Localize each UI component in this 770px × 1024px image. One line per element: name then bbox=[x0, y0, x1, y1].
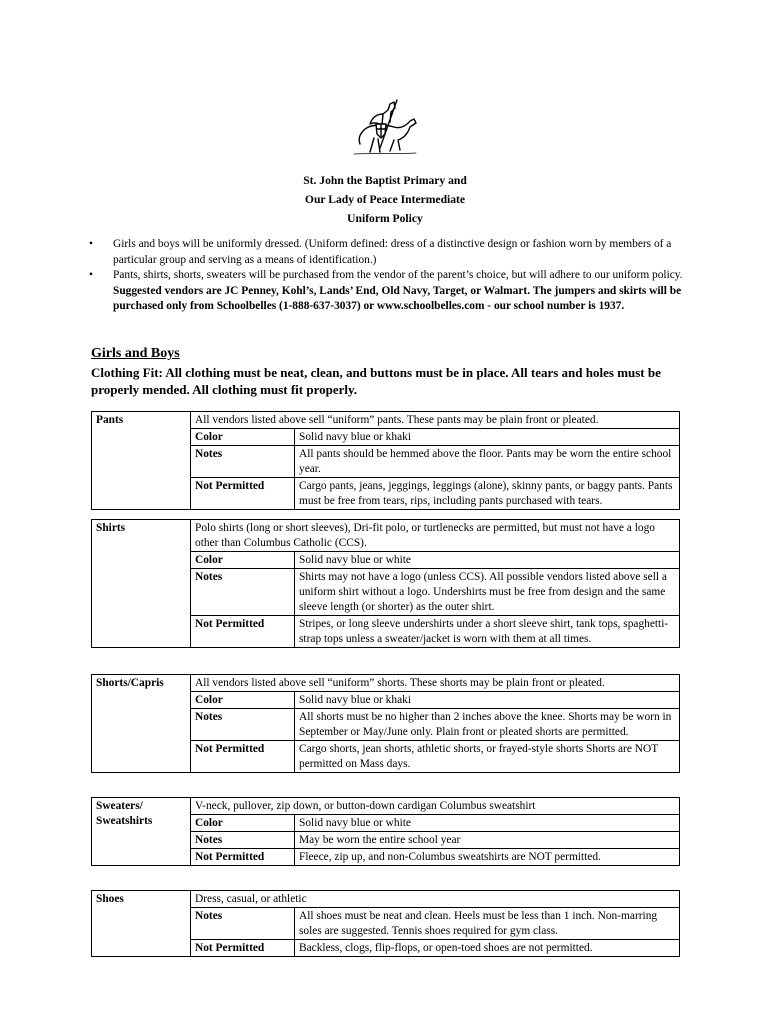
category-label: Sweaters/ Sweatshirts bbox=[92, 798, 191, 866]
header-line-2: Our Lady of Peace Intermediate bbox=[304, 193, 466, 206]
policy-row bbox=[191, 740, 679, 772]
row-value: Solid navy blue or khaki bbox=[299, 694, 411, 706]
row-label: Notes bbox=[191, 908, 295, 939]
policy-bullets bbox=[86, 237, 686, 315]
shorts-capris-table bbox=[91, 674, 680, 773]
row-label: Color bbox=[191, 429, 295, 445]
bullet-item bbox=[86, 268, 686, 315]
row-value: All pants should be hemmed above the floor. Pants may be worn the entire school year. bbox=[299, 448, 672, 475]
row-value: Shirts may not have a logo (unless CCS). All possible vendors listed above sell a uniform shirt without a logo. Undershirts must be free from design and the same sleeve length (or shorter) as the outer shirt. bbox=[299, 571, 667, 613]
policy-row bbox=[191, 551, 679, 568]
row-label: Not Permitted bbox=[191, 940, 295, 956]
bullet-item bbox=[86, 237, 686, 268]
category-description: All vendors listed above sell “uniform” pants. These pants may be plain front or pleated. bbox=[195, 414, 599, 426]
knight-on-horse-logo bbox=[350, 96, 420, 158]
policy-row bbox=[191, 615, 679, 647]
sweaters-sweatshirts-table bbox=[91, 797, 680, 866]
policy-row bbox=[191, 814, 679, 831]
header-line-1: St. John the Baptist Primary and bbox=[303, 174, 467, 187]
bullet-bold-text: Suggested vendors are JC Penney, Kohl’s, Lands’ End, Old Navy, Target, or Walmart. The jumpers and skirts will be purchased only from Schoolbelles (1-888-637-3037) or www.schoolbelles.com - our school number is 1937. bbox=[113, 284, 682, 313]
pants-table bbox=[91, 411, 680, 510]
category-description: Dress, casual, or athletic bbox=[195, 893, 307, 905]
policy-row bbox=[191, 428, 679, 445]
row-label: Color bbox=[191, 552, 295, 568]
row-value: All shoes must be neat and clean. Heels must be less than 1 inch. Non-marring soles are suggested. Tennis shoes required for gym class. bbox=[299, 910, 658, 937]
row-label: Not Permitted bbox=[191, 849, 295, 865]
policy-row bbox=[191, 907, 679, 939]
bullet-text: Pants, shirts, shorts, sweaters will be purchased from the vendor of the parent’s choice, but will adhere to our uniform policy. bbox=[113, 269, 683, 282]
row-value: Cargo pants, jeans, jeggings, leggings (alone), skinny pants, or baggy pants. Pants must be free from tears, rips, including pants purchased with tears. bbox=[299, 480, 673, 507]
row-label: Notes bbox=[191, 709, 295, 740]
row-label: Color bbox=[191, 815, 295, 831]
policy-row bbox=[191, 477, 679, 509]
row-value: Fleece, zip up, and non-Columbus sweatshirts are NOT permitted. bbox=[299, 851, 601, 863]
category-label: Pants bbox=[92, 412, 191, 510]
row-value: Solid navy blue or khaki bbox=[299, 431, 411, 443]
policy-row bbox=[191, 708, 679, 740]
row-value: All shorts must be no higher than 2 inches above the knee. Shorts may be worn in September or May/June only. Plain front or pleated shorts are permitted. bbox=[299, 711, 672, 738]
category-description: Polo shirts (long or short sleeves), Dri-fit polo, or turtlenecks are permitted, but must not have a logo other than Columbus Catholic (CCS). bbox=[195, 522, 655, 549]
row-value: Solid navy blue or white bbox=[299, 554, 411, 566]
bullet-text: Girls and boys will be uniformly dressed. (Uniform defined: dress of a distinctive design or fashion worn by members of a particular group and serving as a means of identification.) bbox=[113, 238, 672, 266]
row-label: Notes bbox=[191, 569, 295, 615]
category-description: All vendors listed above sell “uniform” shorts. These shorts may be plain front or pleated. bbox=[195, 677, 605, 689]
header-line-3: Uniform Policy bbox=[347, 212, 423, 225]
category-label: Shoes bbox=[92, 891, 191, 957]
row-value: Backless, clogs, flip-flops, or open-toed shoes are not permitted. bbox=[299, 942, 593, 954]
policy-row bbox=[191, 831, 679, 848]
document-header bbox=[0, 171, 770, 228]
policy-row bbox=[191, 568, 679, 615]
row-label: Not Permitted bbox=[191, 616, 295, 647]
policy-row bbox=[191, 445, 679, 477]
bullet-icon: • bbox=[89, 238, 93, 250]
row-label: Notes bbox=[191, 832, 295, 848]
shirts-table bbox=[91, 519, 680, 648]
row-value: Stripes, or long sleeve undershirts under a short sleeve shirt, tank tops, spaghetti-strap tops unless a sweater/jacket is worn with them at all times. bbox=[299, 618, 669, 645]
row-value: Cargo shorts, jean shorts, athletic shorts, or frayed-style shorts Shorts are NOT permitted on Mass days. bbox=[299, 743, 658, 770]
row-value: May be worn the entire school year bbox=[299, 834, 461, 846]
section-title: Girls and Boys bbox=[91, 346, 180, 361]
row-label: Not Permitted bbox=[191, 478, 295, 509]
row-label: Notes bbox=[191, 446, 295, 477]
bullet-icon: • bbox=[89, 269, 93, 282]
policy-row bbox=[191, 691, 679, 708]
row-value: Solid navy blue or white bbox=[299, 817, 411, 829]
category-label: Shorts/Capris bbox=[92, 675, 191, 773]
policy-row bbox=[191, 939, 679, 956]
shoes-table bbox=[91, 890, 680, 957]
policy-row bbox=[191, 848, 679, 865]
category-description: V-neck, pullover, zip down, or button-down cardigan Columbus sweatshirt bbox=[195, 800, 536, 812]
clothing-fit-statement: Clothing Fit: All clothing must be neat, clean, and buttons must be in place. All tears and holes must be properly mended. All clothing must fit properly. bbox=[91, 365, 661, 397]
row-label: Not Permitted bbox=[191, 741, 295, 772]
row-label: Color bbox=[191, 692, 295, 708]
category-label: Shirts bbox=[92, 520, 191, 648]
